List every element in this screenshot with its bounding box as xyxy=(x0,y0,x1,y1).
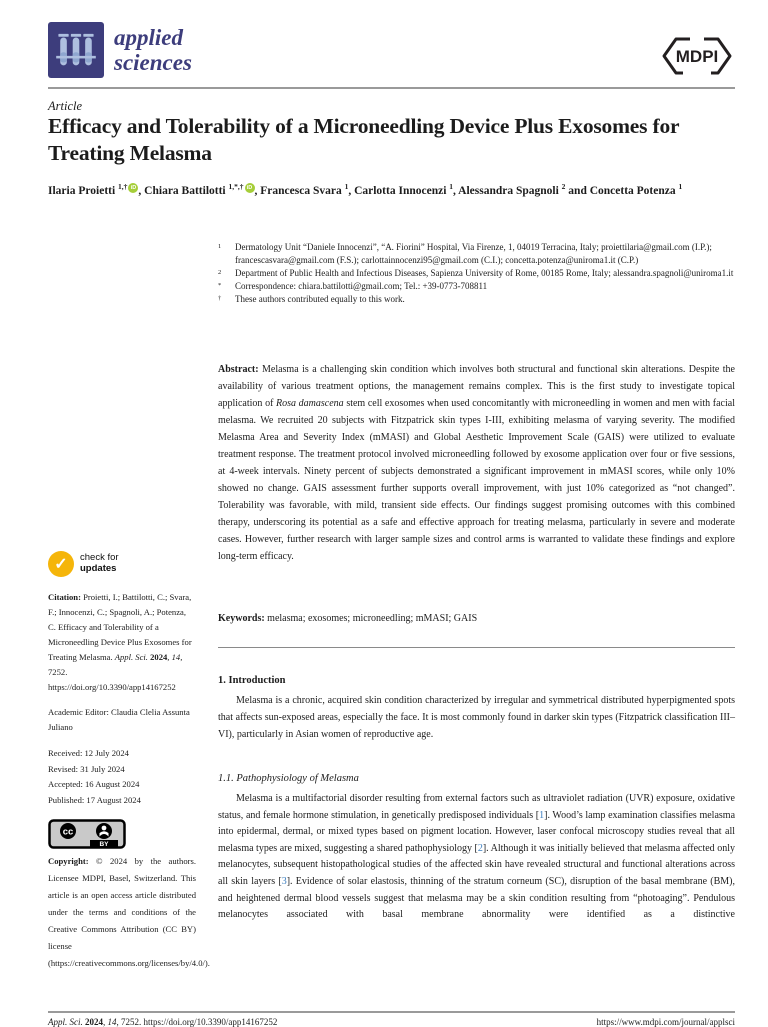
footer-citation: Appl. Sci. 2024, 14, 7252. https://doi.org/10.3390/app14167252 xyxy=(48,1017,278,1027)
svg-text:cc: cc xyxy=(62,826,74,838)
header-divider xyxy=(48,87,735,89)
affiliation-item: 1 Dermatology Unit “Daniele Innocenzi”, “A. Fiorini” Hospital, Via Firenze, 1, 04019 Terracina, Italy; proiettilaria@gmail.com (I.P.); francescasvara@gmail.com (F.S.); carlottainnocenzi95@gmail.com (C.I.); concetta.potenza@uniroma1.it (C.P.) xyxy=(218,242,712,265)
copyright-label: Copyright: xyxy=(48,856,89,866)
correspondence-item: * Correspondence: chiara.battilotti@gmail.com; Tel.: +39-0773-708811 xyxy=(218,281,488,291)
section-heading-introduction: 1. Introduction xyxy=(218,675,286,686)
affiliation-item: 2 Department of Public Health and Infectious Diseases, Sapienza University of Rome, 00185 Rome, Italy; alessandra.spagnoli@uniroma1.it xyxy=(218,268,734,278)
cc-by-license-badge[interactable] xyxy=(48,819,126,854)
journal-logo xyxy=(48,22,192,78)
revised-date: Revised: 31 July 2024 xyxy=(48,763,125,774)
subsection-heading-pathophysiology: 1.1. Pathophysiology of Melasma xyxy=(218,773,359,784)
affiliations-block xyxy=(218,241,735,306)
author: Ilaria Proietti $^{1,\dagger}$ iD xyxy=(48,185,138,197)
published-date: Published: 17 August 2024 xyxy=(48,794,141,805)
check-for-updates-line2: updates xyxy=(80,563,117,574)
citation-ref-2[interactable]: 2 xyxy=(477,842,483,854)
keywords-line: Keywords: melasma; exosomes; microneedling; mMASI; GAIS xyxy=(218,613,478,624)
svg-text:BY: BY xyxy=(99,841,109,848)
test-tubes-icon xyxy=(54,28,98,72)
footer-divider xyxy=(48,1011,735,1013)
journal-name: applied sciences xyxy=(114,24,192,75)
intro-paragraph: Melasma is a chronic, acquired skin condition characterized by irregular and symmetrical distributed hyperpigmented spots that affects sun-exposed areas, especially the face. It is most commonly found in darker skin types (Fitzpatrick classification III–VI), particularly in Asian women of reproductive age. xyxy=(218,695,735,740)
section-divider xyxy=(218,647,735,648)
species-name: Rosa damascena xyxy=(276,398,344,409)
equal-contribution-note: † These authors contributed equally to this work. xyxy=(218,294,405,304)
footer-journal-url[interactable]: https://www.mdpi.com/journal/applsci xyxy=(596,1017,735,1027)
academic-editor: Academic Editor: Claudia Clelia Assunta Juliano xyxy=(48,707,190,732)
author: and Concetta Potenza $^1$ xyxy=(565,182,683,197)
citation-block: Citation: Proietti, I.; Battilotti, C.; Svara, F.; Innocenzi, C.; Spagnoli, A.; Potenza, C. Efficacy and Tolerability of a Microneedling Device Plus Exosomes for Treating Melasma. Appl. Sci. 2024, 14, 7252. https://doi.org/10.3390/app14167252 xyxy=(48,592,192,692)
authors-line xyxy=(48,181,708,200)
applied-sciences-logo-icon xyxy=(48,22,104,78)
citation-ref-1[interactable]: 1 xyxy=(539,809,545,821)
accepted-date: Accepted: 16 August 2024 xyxy=(48,779,140,789)
abstract: Abstract: Melasma is a challenging skin condition which involves both structural and functional skin alterations. Despite the availability of various treatment options, the management remains complex. This is the first study to investigate topical application of Rosa damascena stem cell exosomes when used concomitantly with microneedling in women and men with facial melasma. We recruited 20 subjects with Fitzpatrick skin types I-III, exhibiting melasma of varying severity. The modified Melasma Area and Severity Index (mMASI) and Global Aesthetic Improvement Scale (GAIS) were utilized to evaluate treatment response. The treatment protocol involved microneedling followed by exosome application over four or five sessions, at 4-week intervals. Ninety percent of subjects demonstrated a significant improvement in mMASI scores, while only 10% showed no change. GAIS assessment further supports overall improvement, with just 10% categorized as “not changed”. Tolerability was favorable, with mild, transient side effects. Our findings suggest promising outcomes with this combined therapy, underscoring its potential as a safe and effective approach for treating melasma, particularly in severe and moderate cases. However, further research with larger sample sizes and control arms is warranted to validate these findings and explore long-term efficacy. xyxy=(218,364,735,562)
author: , Carlotta Innocenzi $^1$ xyxy=(348,182,454,197)
author: , Chiara Battilotti $^{1,*,\dagger}$ iD xyxy=(138,185,254,197)
copyright-notice: Copyright: © 2024 by the authors. Licensee MDPI, Basel, Switzerland. This article is an open access article distributed under the terms and conditions of the Creative Commons Attribution (CC BY) license (https://creativecommons.org/licenses/by/4.0/). xyxy=(48,856,210,968)
abstract-label: Abstract: xyxy=(218,364,259,375)
doi-link[interactable]: https://doi.org/10.3390/app14167252 xyxy=(48,682,176,692)
keywords-label: Keywords: xyxy=(218,613,265,624)
citation-label: Citation: xyxy=(48,592,81,602)
person-icon xyxy=(96,823,112,839)
citation-ref-3[interactable]: 3 xyxy=(281,875,287,887)
checkmark-icon: ✓ xyxy=(48,551,74,577)
footer xyxy=(48,1017,735,1027)
footer-doi-link[interactable]: https://doi.org/10.3390/app14167252 xyxy=(143,1017,278,1027)
author: , Francesca Svara $^1$ xyxy=(254,182,349,197)
orcid-icon[interactable]: iD xyxy=(128,183,138,193)
page-title: Efficacy and Tolerability of a Microneedling Device Plus Exosomes for Treating Melasma xyxy=(48,114,679,166)
check-for-updates-line1: check for xyxy=(80,552,119,564)
received-date: Received: 12 July 2024 xyxy=(48,748,129,758)
mdpi-logo xyxy=(660,34,734,83)
article-history xyxy=(48,746,196,808)
orcid-icon[interactable]: iD xyxy=(245,183,255,193)
article-type-label: Article xyxy=(48,99,83,113)
check-for-updates-badge[interactable] xyxy=(48,551,119,577)
svg-text:MDPI: MDPI xyxy=(675,47,719,66)
author: , Alessandra Spagnoli $^2$ xyxy=(453,182,566,197)
pathophysiology-paragraph: Melasma is a multifactorial disorder resulting from external factors such as ultraviolet radiation (UVR) exposure, oxidative status, and female hormone stimulation, in genetically predisposed individuals [1]. Wood’s lamp examination classifies melasma into epidermal, dermal, or mixed types based on pigment location. However, laser confocal microscopy studies reveal that all melasma types are mixed, suggesting a shared pathophysiology [2]. Although it was initially believed that melasma affected only melanocytes, subsequent histopathological studies of the affected skin have revealed structural and functional alterations across all skin layers [3]. Evidence of solar elastosis, thinning of the stratum corneum (SC), disruption of the basal membrane (BM), and heightened dermal blood vessels suggest that melasma may be a skin condition resulting from “photoaging”. Pendulous melanocytes associated with basal membrane abnormality were identified as a distinctive xyxy=(218,793,736,921)
